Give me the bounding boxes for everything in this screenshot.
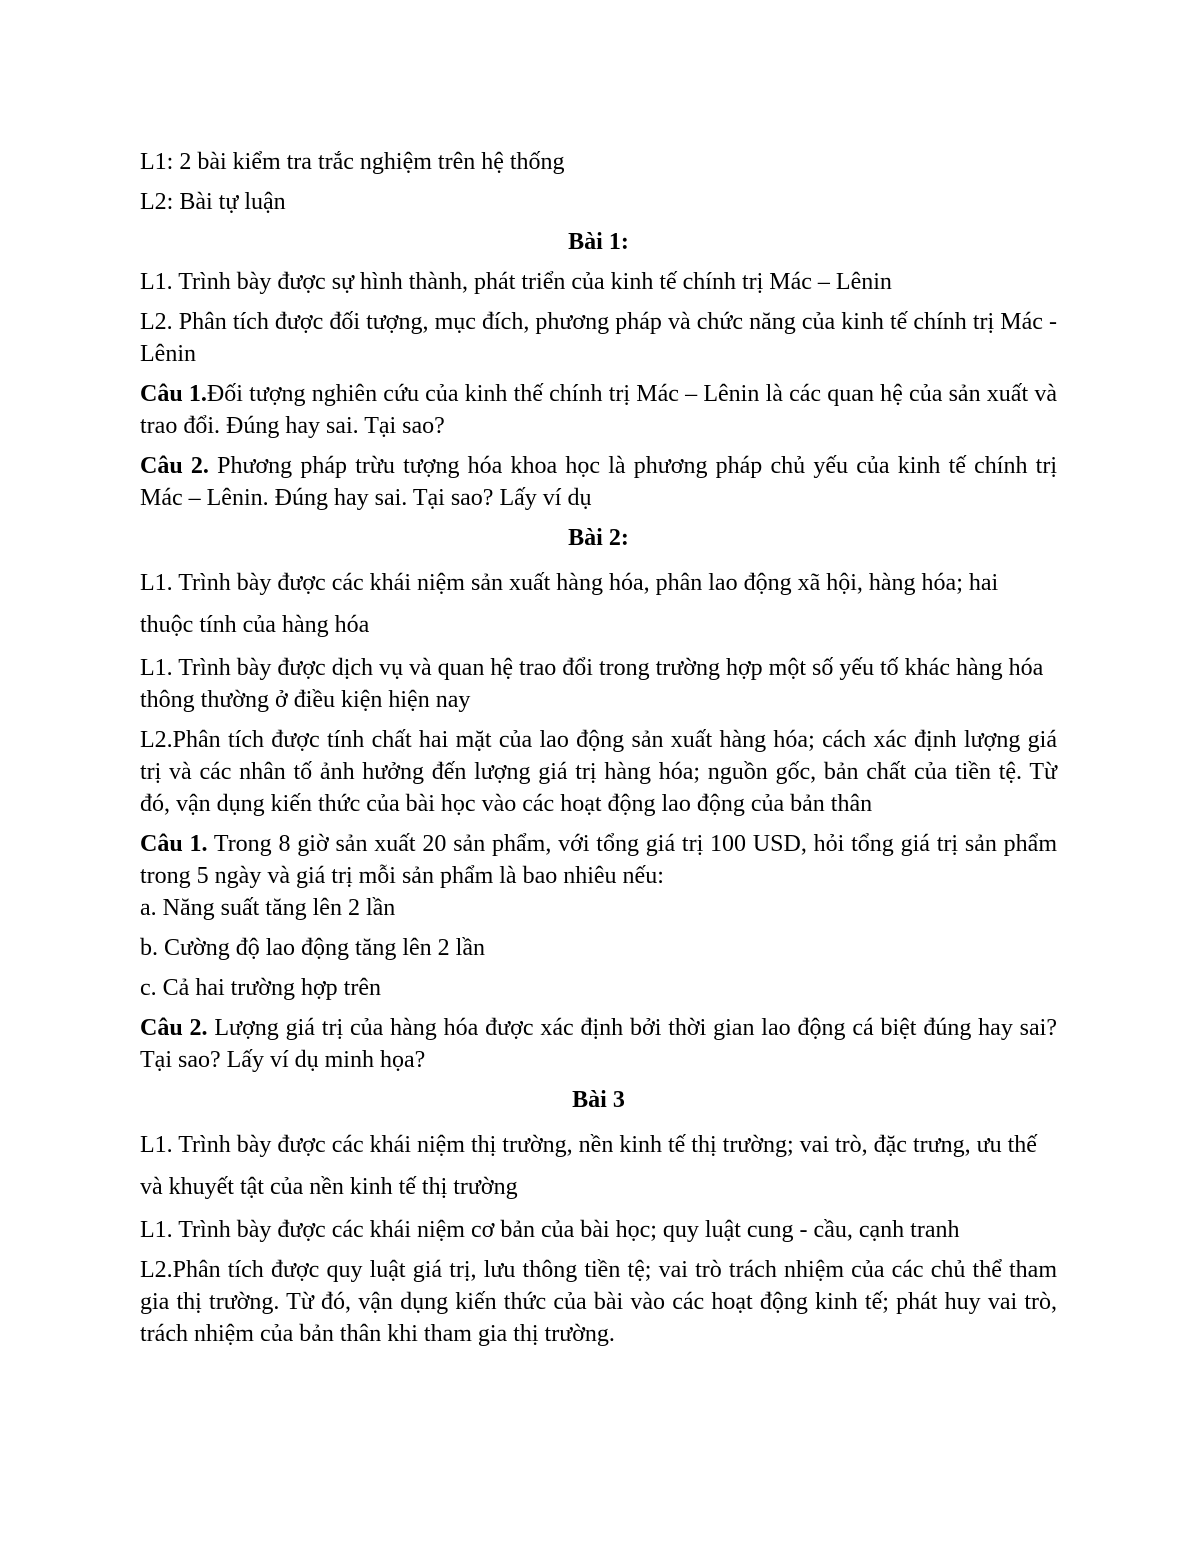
bai3-l1a: L1. Trình bày được các khái niệm thị trường, nền kinh tế thị trường; vai trò, đặc trưng, ưu thế và khuyết tật của nền kinh tế thị trường xyxy=(140,1132,1037,1200)
bai1-q1-label: Câu 1. xyxy=(140,381,207,407)
document-page xyxy=(140,146,1057,1358)
bai1-q2-text: Phương pháp trừu tượng hóa khoa học là phương pháp chủ yếu của kinh tế chính trị Mác – Lênin. Đúng hay sai. Tại sao? Lấy ví dụ xyxy=(140,453,1057,511)
bai1-l2: L2. Phân tích được đối tượng, mục đích, phương pháp và chức năng của kinh tế chính trị Mác - Lênin xyxy=(140,309,1057,367)
bai1-heading: Bài 1: xyxy=(568,229,629,255)
bai2-l1b: L1. Trình bày được dịch vụ và quan hệ trao đổi trong trường hợp một số yếu tố khác hàng hóa thông thường ở điều kiện hiện nay xyxy=(140,655,1044,713)
bai1-question-1 xyxy=(140,378,1057,442)
bai3-l2: L2.Phân tích được quy luật giá trị, lưu thông tiền tệ; vai trò trách nhiệm của các chủ thể tham gia thị trường. Từ đó, vận dụng kiến thức của bài vào các hoạt động kinh tế; phát huy vai trò, trách nhiệm của bản thân khi tham gia thị trường. xyxy=(140,1257,1057,1347)
bai3-l1b: L1. Trình bày được các khái niệm cơ bản của bài học; quy luật cung - cầu, cạnh tranh xyxy=(140,1217,960,1243)
bai2-q2-label: Câu 2. xyxy=(140,1015,208,1041)
bai1-q1-text: Đối tượng nghiên cứu của kinh thế chính trị Mác – Lênin là các quan hệ của sản xuất và trao đổi. Đúng hay sai. Tại sao? xyxy=(140,381,1058,439)
bai2-question-1 xyxy=(140,828,1057,892)
bai1-q2-label: Câu 2. xyxy=(140,453,209,479)
bai2-q1-option-c: c. Cả hai trường hợp trên xyxy=(140,975,381,1001)
bai2-q1-label: Câu 1. xyxy=(140,831,208,857)
bai2-q1-option-b: b. Cường độ lao động tăng lên 2 lần xyxy=(140,935,485,961)
bai1-question-2 xyxy=(140,450,1057,514)
bai2-q1-option-a: a. Năng suất tăng lên 2 lần xyxy=(140,895,396,921)
bai2-l2: L2.Phân tích được tính chất hai mặt của lao động sản xuất hàng hóa; cách xác định lượng giá trị và các nhân tố ảnh hưởng đến lượng giá trị hàng hóa; nguồn gốc, bản chất của tiền tệ. Từ đó, vận dụng kiến thức của bài học vào các hoạt động lao động của bản thân xyxy=(140,727,1057,817)
bai2-q2-text: Lượng giá trị của hàng hóa được xác định bởi thời gian lao động cá biệt đúng hay sai? Tại sao? Lấy ví dụ minh họa? xyxy=(140,1015,1057,1073)
bai2-l1a: L1. Trình bày được các khái niệm sản xuất hàng hóa, phân lao động xã hội, hàng hóa; hai thuộc tính của hàng hóa xyxy=(140,570,999,638)
bai2-question-2 xyxy=(140,1012,1057,1076)
bai3-heading: Bài 3 xyxy=(572,1087,625,1113)
bai1-l1: L1. Trình bày được sự hình thành, phát triển của kinh tế chính trị Mác – Lênin xyxy=(140,269,892,295)
l2-intro: L2: Bài tự luận xyxy=(140,189,286,215)
bai2-q1-text: Trong 8 giờ sản xuất 20 sản phẩm, với tổng giá trị 100 USD, hỏi tổng giá trị sản phẩm trong 5 ngày và giá trị mỗi sản phẩm là bao nhiêu nếu: xyxy=(140,831,1058,889)
l1-intro: L1: 2 bài kiểm tra trắc nghiệm trên hệ thống xyxy=(140,149,565,175)
bai2-heading: Bài 2: xyxy=(568,525,629,551)
